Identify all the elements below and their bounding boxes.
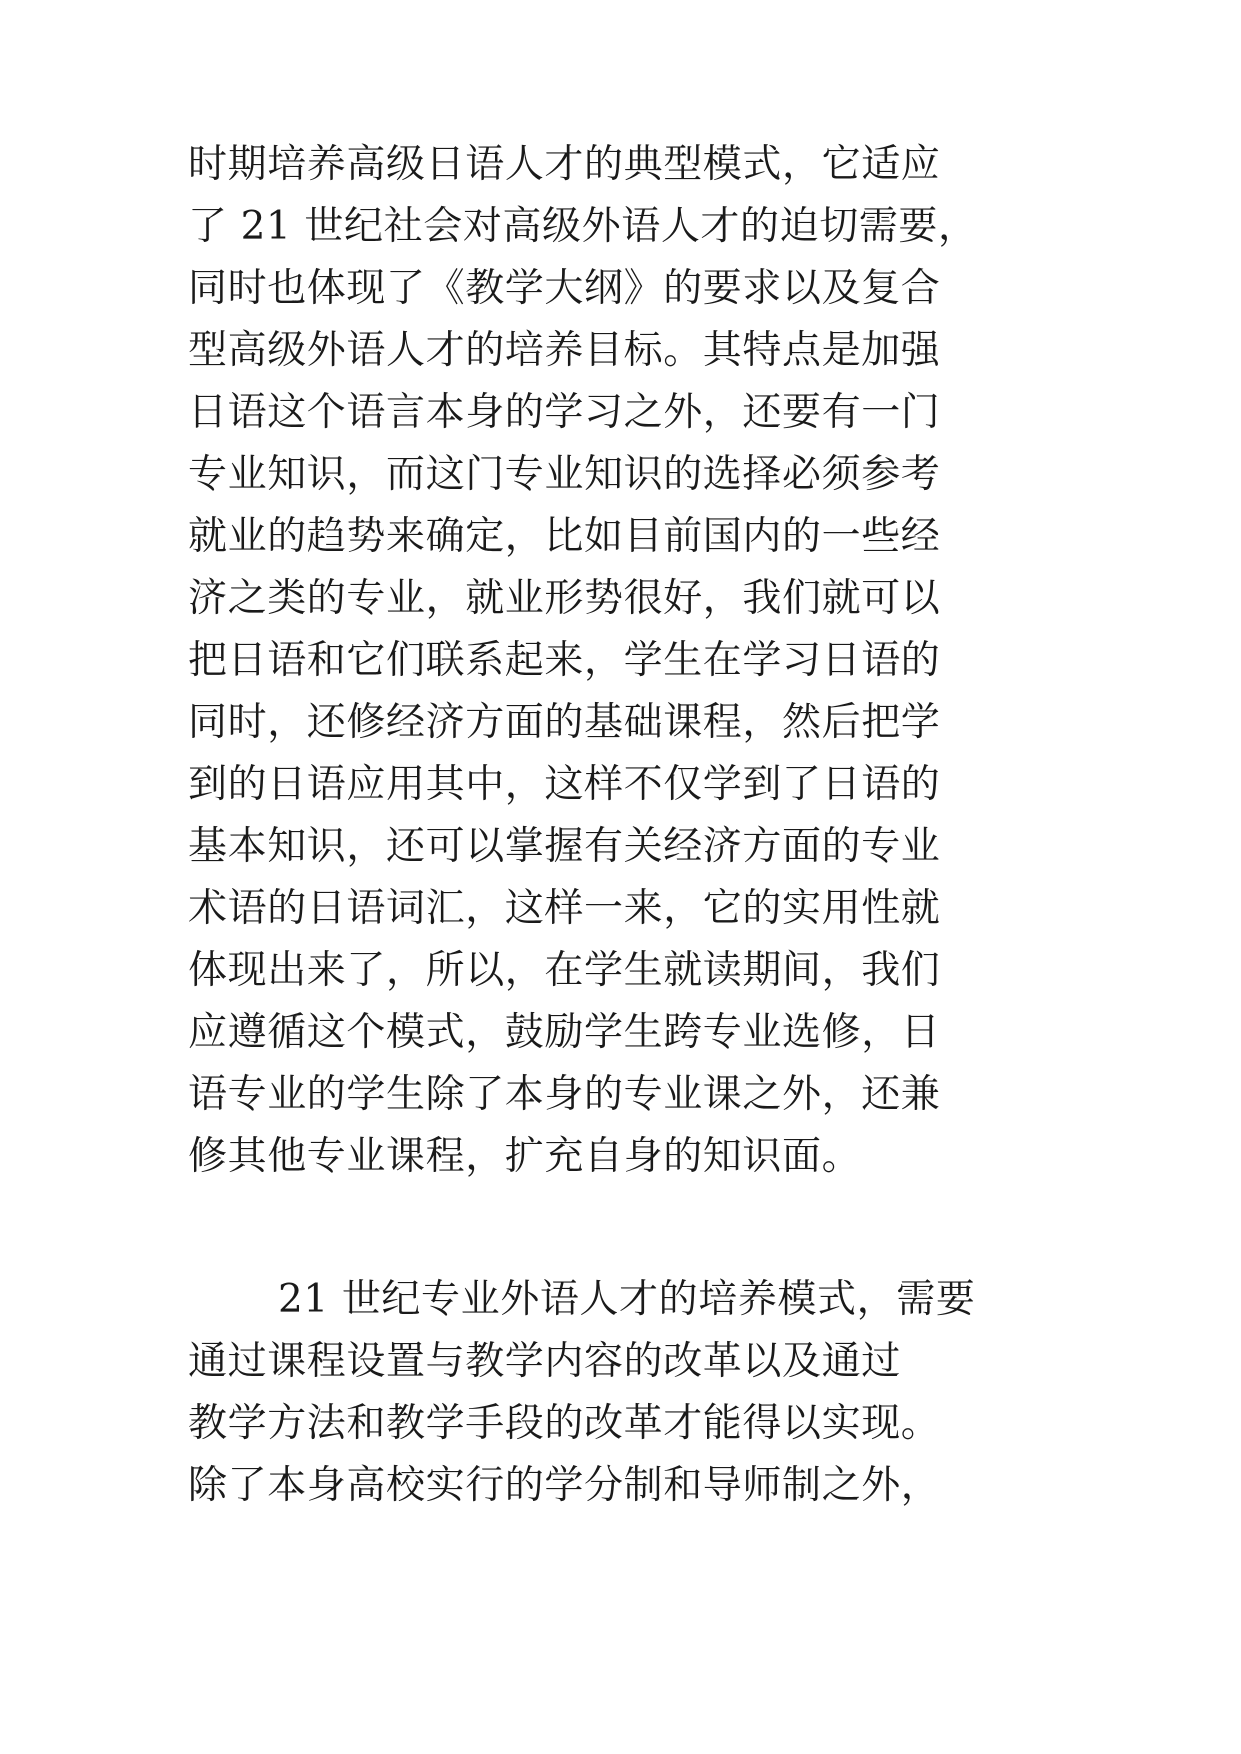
text-line: 修其他专业课程，扩充自身的知识面。 <box>188 1134 862 1179</box>
text-line: 语专业的学生除了本身的专业课之外，还兼 <box>188 1072 941 1117</box>
text-line: 专业知识，而这门专业知识的选择必须参考 <box>188 452 941 497</box>
text-line: 了 21 世纪社会对高级外语人才的迫切需要， <box>188 204 978 249</box>
text-line: 时期培养高级日语人才的典型模式，它适应 <box>188 142 941 187</box>
text-line: 日语这个语言本身的学习之外，还要有一门 <box>188 390 941 435</box>
text-line: 同时也体现了《教学大纲》的要求以及复合 <box>188 266 941 311</box>
text-line: 术语的日语词汇，这样一来，它的实用性就 <box>188 886 941 931</box>
text-line: 型高级外语人才的培养目标。其特点是加强 <box>188 328 941 373</box>
text-line: 把日语和它们联系起来，学生在学习日语的 <box>188 638 941 683</box>
text-line: 通过课程设置与教学内容的改革以及通过 <box>188 1339 901 1384</box>
text-line: 就业的趋势来确定，比如目前国内的一些经 <box>188 514 941 559</box>
text-line: 基本知识，还可以掌握有关经济方面的专业 <box>188 824 941 869</box>
text-line: 21 世纪专业外语人才的培养模式，需要 <box>278 1277 976 1322</box>
text-line: 除了本身高校实行的学分制和导师制之外， <box>188 1463 941 1508</box>
text-line: 济之类的专业，就业形势很好，我们就可以 <box>188 576 941 621</box>
text-line: 同时，还修经济方面的基础课程，然后把学 <box>188 700 941 745</box>
text-line: 体现出来了，所以，在学生就读期间，我们 <box>188 948 941 993</box>
text-line: 教学方法和教学手段的改革才能得以实现。 <box>188 1401 941 1446</box>
text-line: 到的日语应用其中，这样不仅学到了日语的 <box>188 762 941 807</box>
text-line: 应遵循这个模式，鼓励学生跨专业选修，日 <box>188 1010 941 1055</box>
